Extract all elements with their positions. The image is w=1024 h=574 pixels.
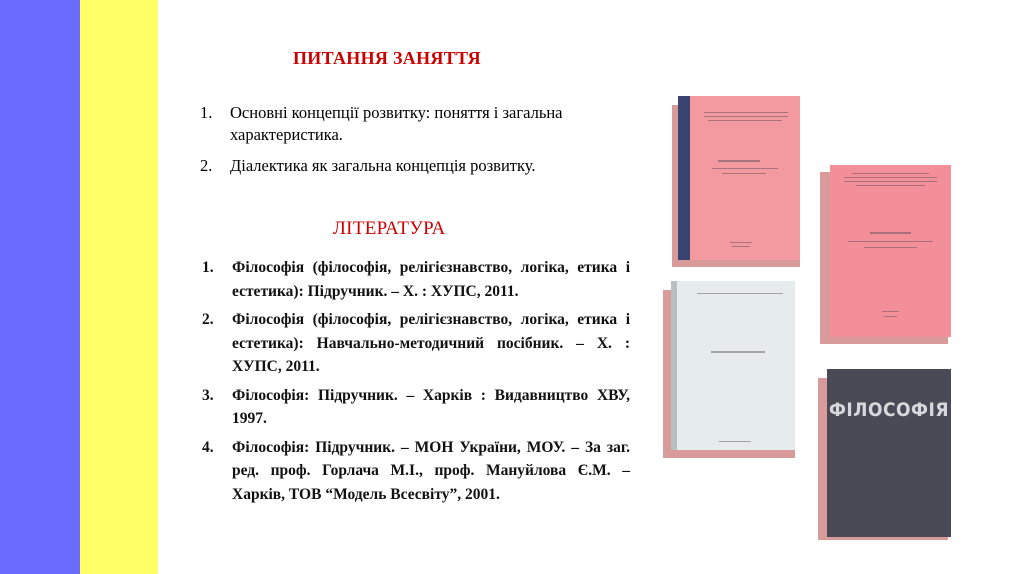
book-cover-image [830,165,951,337]
list-item: 1. Основні концепції розвитку: поняття і загальна характеристика. [200,103,563,144]
list-item: 1. Філософія (філософія, релігієзнавство, логіка, етика і естетика): Підручник. – Х. : ХУПС, 2011. [202,259,630,300]
literature-list [200,256,630,511]
list-item: 2. Філософія (філософія, релігієзнавство, логіка, етика і естетика): Навчально-методичний посібник. – Х. : ХУПС, 2011. [202,311,630,375]
book-cover-image [827,369,951,537]
questions-heading: ПИТАННЯ ЗАНЯТТЯ [293,48,481,68]
book-cover-image [678,96,800,260]
left-yellow-stripe [80,0,158,574]
list-item: 2. Діалектика як загальна концепція розвитку. [200,156,536,175]
list-item: 4. Філософія: Підручник. – МОН України, МОУ. – За заг. ред. проф. Горлача М.І., проф. Мануйлова Є.М. – Харків, ТОВ “Модель Всесвіту”, 2001. [202,438,630,503]
literature-text: Філософія (філософія, релігієзнавство, логіка, етика і естетика): Підручник. – Х. : ХУПС, 2011. [232,259,630,300]
literature-text: Філософія (філософія, релігієзнавство, логіка, етика і естетика): Навчально-методичний посібник. – Х. : ХУПС, 2011. [232,311,630,375]
left-blue-stripe [0,0,80,574]
literature-text: Філософія: Підручник. – Харків : Видавництво ХВУ, 1997. [232,386,630,427]
literature-heading: ЛІТЕРАТУРА [333,218,446,239]
question-text: Діалектика як загальна концепція розвитку. [230,156,536,175]
book-cover-title: ФІЛОСОФІЯ [828,399,950,421]
list-item: 3. Філософія: Підручник. – Харків : Видавництво ХВУ, 1997. [202,386,630,427]
book-spine [678,96,690,260]
questions-list [200,102,640,186]
literature-text: Філософія: Підручник. – МОН України, МОУ. – За заг. ред. проф. Горлача М.І., проф. Мануйлова Є.М. – Харків, ТОВ “Модель Всесвіту”, 2001. [232,438,630,503]
book-cover-image [671,281,795,450]
question-text: Основні концепції розвитку: поняття і загальна характеристика. [230,103,563,144]
